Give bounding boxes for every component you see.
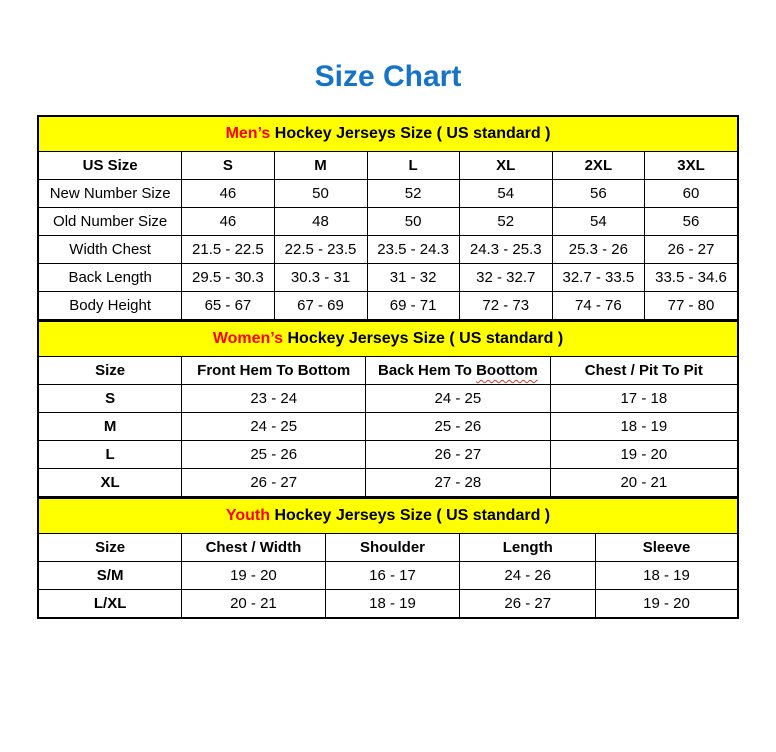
mens-size-value: 60	[644, 180, 737, 208]
womens-column-header-row	[39, 357, 738, 385]
mens-table-row	[39, 264, 738, 292]
womens-size-value: 26 - 27	[182, 469, 366, 497]
youth-size-value: 24 - 26	[460, 562, 596, 590]
mens-row-label: Width Chest	[39, 236, 182, 264]
mens-size-value: 50	[274, 180, 367, 208]
womens-table-row	[39, 441, 738, 469]
womens-section-title: Hockey Jerseys Size ( US standard )	[283, 330, 564, 347]
womens-section-accent: Women’s	[212, 330, 284, 347]
mens-row-label: Body Height	[39, 292, 182, 320]
mens-row-label: Back Length	[39, 264, 182, 292]
mens-row-label: Old Number Size	[39, 208, 182, 236]
womens-size-value: 19 - 20	[550, 441, 737, 469]
youth-section-title: Hockey Jerseys Size ( US standard )	[270, 507, 551, 524]
womens-table-body	[39, 385, 738, 497]
size-chart-container	[37, 115, 739, 619]
mens-size-value: 21.5 - 22.5	[182, 236, 274, 264]
mens-size-value: 33.5 - 34.6	[644, 264, 737, 292]
column-header-mens-4: XL	[459, 152, 552, 180]
column-header-mens-0: US Size	[39, 152, 182, 180]
youth-size-value: 16 - 17	[325, 562, 460, 590]
mens-size-value: 32 - 32.7	[459, 264, 552, 292]
youth-row-label: L/XL	[39, 590, 182, 618]
womens-size-value: 18 - 19	[550, 413, 737, 441]
mens-size-value: 72 - 73	[459, 292, 552, 320]
column-header-youth-1: Chest / Width	[182, 534, 325, 562]
column-header-womens-1: Front Hem To Bottom	[182, 357, 366, 385]
mens-section-title: Hockey Jerseys Size ( US standard )	[270, 125, 551, 142]
mens-size-value: 30.3 - 31	[274, 264, 367, 292]
womens-size-value: 27 - 28	[366, 469, 551, 497]
womens-size-value: 20 - 21	[550, 469, 737, 497]
mens-size-value: 48	[274, 208, 367, 236]
column-header-womens-3: Chest / Pit To Pit	[550, 357, 737, 385]
page-title: Size Chart	[314, 60, 462, 93]
womens-section-header	[39, 321, 738, 357]
column-header-youth-0: Size	[39, 534, 182, 562]
mens-size-value: 69 - 71	[367, 292, 459, 320]
mens-size-value: 24.3 - 25.3	[459, 236, 552, 264]
youth-size-value: 26 - 27	[460, 590, 596, 618]
youth-row-label: S/M	[39, 562, 182, 590]
mens-size-value: 54	[459, 180, 552, 208]
womens-size-value: 24 - 25	[182, 413, 366, 441]
mens-size-value: 50	[367, 208, 459, 236]
womens-section-band	[39, 321, 738, 357]
womens-row-label: M	[39, 413, 182, 441]
youth-size-value: 19 - 20	[182, 562, 325, 590]
mens-size-value: 77 - 80	[644, 292, 737, 320]
womens-row-label: L	[39, 441, 182, 469]
womens-row-label: XL	[39, 469, 182, 497]
mens-table-body	[39, 180, 738, 320]
mens-size-value: 74 - 76	[552, 292, 644, 320]
womens-table-row	[39, 413, 738, 441]
youth-size-value: 18 - 19	[596, 562, 738, 590]
womens-table-row	[39, 469, 738, 497]
mens-size-value: 26 - 27	[644, 236, 737, 264]
mens-section-band	[39, 117, 738, 152]
youth-section-band	[39, 498, 738, 534]
mens-column-header-row	[39, 152, 738, 180]
youth-size-value: 20 - 21	[182, 590, 325, 618]
womens-size-value: 24 - 25	[366, 385, 551, 413]
womens-table-row	[39, 385, 738, 413]
column-header-mens-5: 2XL	[552, 152, 644, 180]
mens-size-value: 32.7 - 33.5	[552, 264, 644, 292]
mens-table-row	[39, 180, 738, 208]
mens-size-value: 25.3 - 26	[552, 236, 644, 264]
youth-size-value: 18 - 19	[325, 590, 460, 618]
youth-section-accent: Youth	[225, 507, 270, 524]
youth-size-value: 19 - 20	[596, 590, 738, 618]
womens-size-value: 26 - 27	[366, 441, 551, 469]
mens-size-value: 65 - 67	[182, 292, 274, 320]
mens-size-value: 22.5 - 23.5	[274, 236, 367, 264]
mens-table-row	[39, 208, 738, 236]
column-header-mens-3: L	[367, 152, 459, 180]
mens-size-table	[38, 116, 738, 320]
misspelled-word: Boottom	[476, 362, 538, 379]
mens-section-header	[39, 117, 738, 152]
column-header-womens-2: Back Hem To Boottom	[366, 357, 551, 385]
youth-column-header-row	[39, 534, 738, 562]
mens-size-value: 29.5 - 30.3	[182, 264, 274, 292]
womens-size-table	[38, 320, 738, 497]
youth-table-row	[39, 590, 738, 618]
womens-size-value: 23 - 24	[182, 385, 366, 413]
mens-table-row	[39, 236, 738, 264]
mens-size-value: 31 - 32	[367, 264, 459, 292]
mens-size-value: 56	[644, 208, 737, 236]
womens-size-value: 25 - 26	[366, 413, 551, 441]
youth-table-row	[39, 562, 738, 590]
mens-size-value: 23.5 - 24.3	[367, 236, 459, 264]
mens-size-value: 46	[182, 180, 274, 208]
column-header-mens-6: 3XL	[644, 152, 737, 180]
column-header-youth-2: Shoulder	[325, 534, 460, 562]
youth-size-table	[38, 497, 738, 618]
womens-row-label: S	[39, 385, 182, 413]
column-header-youth-3: Length	[460, 534, 596, 562]
mens-table-row	[39, 292, 738, 320]
mens-row-label: New Number Size	[39, 180, 182, 208]
mens-size-value: 54	[552, 208, 644, 236]
column-header-mens-2: M	[274, 152, 367, 180]
column-header-womens-0: Size	[39, 357, 182, 385]
mens-size-value: 46	[182, 208, 274, 236]
mens-size-value: 52	[459, 208, 552, 236]
mens-size-value: 67 - 69	[274, 292, 367, 320]
youth-table-body	[39, 562, 738, 618]
womens-size-value: 17 - 18	[550, 385, 737, 413]
mens-size-value: 52	[367, 180, 459, 208]
column-header-youth-4: Sleeve	[596, 534, 738, 562]
mens-size-value: 56	[552, 180, 644, 208]
mens-section-accent: Men’s	[225, 125, 271, 142]
womens-size-value: 25 - 26	[182, 441, 366, 469]
youth-section-header	[39, 498, 738, 534]
column-header-mens-1: S	[182, 152, 274, 180]
